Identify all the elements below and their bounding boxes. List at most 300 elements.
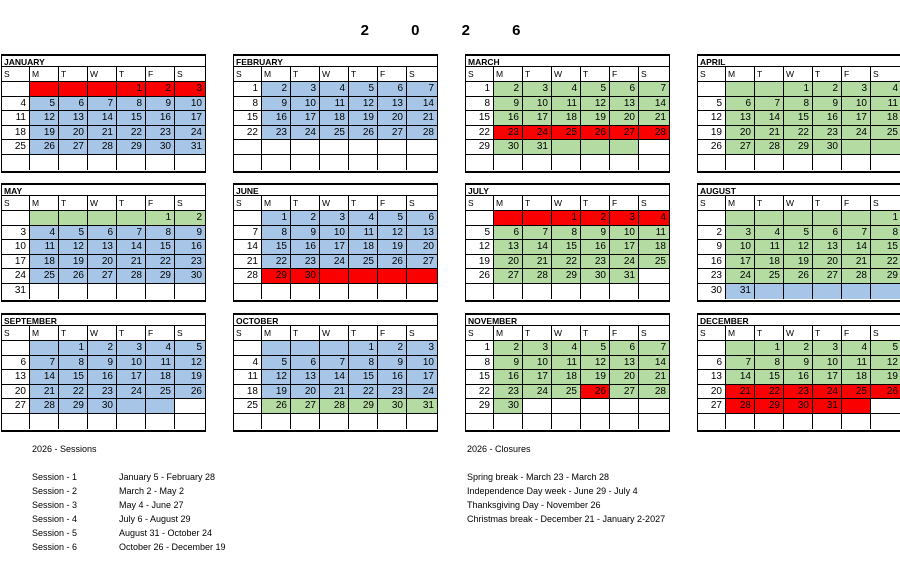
day-cell: 24 xyxy=(117,385,146,400)
day-cell: 29 xyxy=(755,399,784,414)
day-cell: 3 xyxy=(726,226,755,241)
day-cell: 29 xyxy=(871,269,900,284)
day-cell: 26 xyxy=(698,140,726,155)
day-cell xyxy=(378,269,407,284)
day-cell: 12 xyxy=(581,97,610,112)
day-cell xyxy=(291,341,320,356)
day-cell xyxy=(755,82,784,97)
day-cell xyxy=(813,155,842,170)
day-header: S xyxy=(871,326,900,341)
day-cell xyxy=(407,284,437,299)
day-cell xyxy=(2,155,30,170)
day-cell: 19 xyxy=(378,240,407,255)
day-cell: 1 xyxy=(466,341,494,356)
day-cell: 4 xyxy=(842,341,871,356)
day-cell xyxy=(262,155,291,170)
day-cell: 6 xyxy=(88,226,117,241)
day-cell: 7 xyxy=(88,97,117,112)
day-cell xyxy=(30,211,59,226)
day-header: T xyxy=(581,196,610,211)
day-cell: 12 xyxy=(698,111,726,126)
day-cell: 5 xyxy=(871,341,900,356)
day-cell: 9 xyxy=(146,97,175,112)
day-cell: 14 xyxy=(523,240,552,255)
day-cell: 12 xyxy=(30,111,59,126)
day-cell: 15 xyxy=(117,111,146,126)
day-cell: 4 xyxy=(552,341,581,356)
day-header: W xyxy=(320,326,349,341)
day-cell: 21 xyxy=(639,370,669,385)
day-cell: 20 xyxy=(407,240,437,255)
day-cell: 15 xyxy=(552,240,581,255)
day-cell: 26 xyxy=(466,269,494,284)
day-cell xyxy=(146,414,175,429)
day-cell xyxy=(523,284,552,299)
day-cell: 5 xyxy=(698,97,726,112)
day-header: S xyxy=(234,196,262,211)
day-cell xyxy=(88,211,117,226)
day-cell xyxy=(494,211,523,226)
day-cell xyxy=(88,82,117,97)
day-cell: 2 xyxy=(175,211,205,226)
day-cell: 25 xyxy=(146,385,175,400)
day-header: T xyxy=(813,196,842,211)
day-cell: 27 xyxy=(610,385,639,400)
day-cell: 13 xyxy=(610,356,639,371)
month-august xyxy=(697,183,900,300)
day-cell: 24 xyxy=(407,385,437,400)
day-cell xyxy=(698,414,726,429)
day-cell: 29 xyxy=(59,399,88,414)
day-header: T xyxy=(117,67,146,82)
day-cell: 27 xyxy=(59,140,88,155)
day-cell: 12 xyxy=(262,370,291,385)
day-cell: 6 xyxy=(59,97,88,112)
block-bottom-border xyxy=(233,300,438,302)
day-cell: 17 xyxy=(523,370,552,385)
block-bottom-border xyxy=(1,430,206,432)
day-cell xyxy=(59,82,88,97)
day-cell: 26 xyxy=(784,269,813,284)
day-cell xyxy=(784,155,813,170)
day-cell: 17 xyxy=(175,111,205,126)
day-cell: 6 xyxy=(610,82,639,97)
day-cell: 18 xyxy=(30,255,59,270)
day-cell: 25 xyxy=(349,255,378,270)
day-cell xyxy=(320,140,349,155)
day-cell: 12 xyxy=(175,356,205,371)
day-cell: 23 xyxy=(494,126,523,141)
day-cell: 9 xyxy=(813,97,842,112)
day-cell: 10 xyxy=(813,356,842,371)
day-cell: 21 xyxy=(320,385,349,400)
day-cell: 16 xyxy=(494,111,523,126)
month-october xyxy=(233,313,438,430)
day-header: S xyxy=(466,326,494,341)
day-cell: 14 xyxy=(88,111,117,126)
day-cell xyxy=(726,155,755,170)
day-cell: 19 xyxy=(784,255,813,270)
day-cell xyxy=(494,414,523,429)
day-cell: 23 xyxy=(581,255,610,270)
day-cell: 25 xyxy=(552,385,581,400)
day-cell: 28 xyxy=(639,126,669,141)
day-cell xyxy=(262,140,291,155)
day-cell: 25 xyxy=(842,385,871,400)
day-cell: 12 xyxy=(59,240,88,255)
month-name: JANUARY xyxy=(2,54,205,67)
day-cell: 1 xyxy=(784,82,813,97)
day-header: S xyxy=(2,326,30,341)
day-cell: 18 xyxy=(234,385,262,400)
month-name: JUNE xyxy=(234,183,437,196)
day-cell: 15 xyxy=(59,370,88,385)
day-cell: 22 xyxy=(755,385,784,400)
day-cell xyxy=(88,284,117,299)
day-cell: 14 xyxy=(320,370,349,385)
day-cell: 2 xyxy=(146,82,175,97)
day-cell: 18 xyxy=(842,370,871,385)
day-cell: 4 xyxy=(871,82,900,97)
day-cell xyxy=(291,140,320,155)
day-cell: 10 xyxy=(175,97,205,112)
day-cell: 18 xyxy=(639,240,669,255)
day-cell: 11 xyxy=(552,356,581,371)
day-header: W xyxy=(552,326,581,341)
day-cell: 25 xyxy=(234,399,262,414)
day-cell: 31 xyxy=(610,269,639,284)
day-cell: 26 xyxy=(30,140,59,155)
day-cell: 29 xyxy=(466,140,494,155)
day-cell: 17 xyxy=(117,370,146,385)
day-cell xyxy=(407,269,437,284)
day-cell: 4 xyxy=(349,211,378,226)
day-cell xyxy=(871,155,900,170)
day-cell xyxy=(698,155,726,170)
day-header: T xyxy=(813,67,842,82)
day-cell: 3 xyxy=(407,341,437,356)
day-cell xyxy=(871,399,900,414)
day-cell xyxy=(291,414,320,429)
day-header: F xyxy=(378,326,407,341)
day-cell xyxy=(2,341,30,356)
day-header: S xyxy=(2,196,30,211)
day-cell xyxy=(698,82,726,97)
day-cell: 4 xyxy=(234,356,262,371)
day-cell: 16 xyxy=(262,111,291,126)
day-cell: 11 xyxy=(871,97,900,112)
session-dates: August 31 - October 24 xyxy=(119,528,213,538)
day-cell: 15 xyxy=(784,111,813,126)
day-cell: 30 xyxy=(784,399,813,414)
day-cell: 20 xyxy=(494,255,523,270)
day-cell: 28 xyxy=(639,385,669,400)
day-cell: 3 xyxy=(813,341,842,356)
day-cell: 6 xyxy=(407,211,437,226)
day-cell xyxy=(726,211,755,226)
session-dates: July 6 - August 29 xyxy=(119,514,191,524)
day-cell: 18 xyxy=(552,111,581,126)
day-cell: 30 xyxy=(291,269,320,284)
day-cell xyxy=(175,155,205,170)
day-header: W xyxy=(784,326,813,341)
day-cell: 29 xyxy=(784,140,813,155)
day-cell: 9 xyxy=(784,356,813,371)
day-cell: 26 xyxy=(581,126,610,141)
month-november xyxy=(465,313,670,430)
day-cell: 30 xyxy=(378,399,407,414)
day-cell: 27 xyxy=(378,126,407,141)
day-cell: 21 xyxy=(755,126,784,141)
day-cell: 8 xyxy=(871,226,900,241)
day-header: F xyxy=(146,196,175,211)
day-header: F xyxy=(610,67,639,82)
day-cell xyxy=(30,155,59,170)
day-cell: 24 xyxy=(726,269,755,284)
day-cell: 17 xyxy=(726,255,755,270)
day-cell: 13 xyxy=(726,111,755,126)
day-cell: 14 xyxy=(117,240,146,255)
day-cell xyxy=(349,414,378,429)
day-cell xyxy=(842,399,871,414)
day-cell: 5 xyxy=(581,82,610,97)
day-header: T xyxy=(117,196,146,211)
day-cell: 27 xyxy=(726,140,755,155)
day-cell: 26 xyxy=(581,385,610,400)
day-cell: 17 xyxy=(523,111,552,126)
month-march xyxy=(465,54,670,171)
day-cell: 1 xyxy=(234,82,262,97)
day-header: W xyxy=(320,67,349,82)
day-header: M xyxy=(262,196,291,211)
day-cell: 20 xyxy=(291,385,320,400)
day-cell: 3 xyxy=(523,82,552,97)
day-cell: 10 xyxy=(407,356,437,371)
day-cell: 30 xyxy=(146,140,175,155)
day-cell: 18 xyxy=(2,126,30,141)
closure-item: Thanksgiving Day - November 26 xyxy=(467,500,601,510)
day-cell: 16 xyxy=(378,370,407,385)
day-cell: 28 xyxy=(88,140,117,155)
day-cell xyxy=(320,284,349,299)
day-cell: 23 xyxy=(378,385,407,400)
block-bottom-border xyxy=(233,171,438,173)
day-cell xyxy=(320,414,349,429)
day-cell xyxy=(234,284,262,299)
day-cell: 13 xyxy=(494,240,523,255)
day-cell xyxy=(291,284,320,299)
day-header: F xyxy=(842,196,871,211)
day-cell: 8 xyxy=(234,97,262,112)
day-cell: 6 xyxy=(726,97,755,112)
day-cell xyxy=(349,284,378,299)
day-cell: 7 xyxy=(755,97,784,112)
sessions-heading: 2026 - Sessions xyxy=(32,444,97,454)
day-header: T xyxy=(349,67,378,82)
day-cell xyxy=(581,155,610,170)
day-cell: 28 xyxy=(755,140,784,155)
day-cell: 23 xyxy=(88,385,117,400)
day-cell: 1 xyxy=(349,341,378,356)
day-cell xyxy=(871,140,900,155)
day-cell xyxy=(2,414,30,429)
day-cell: 9 xyxy=(581,226,610,241)
day-cell: 11 xyxy=(349,226,378,241)
day-cell: 30 xyxy=(494,399,523,414)
day-cell: 3 xyxy=(175,82,205,97)
day-cell: 2 xyxy=(581,211,610,226)
day-cell: 7 xyxy=(726,356,755,371)
day-cell: 15 xyxy=(146,240,175,255)
day-cell xyxy=(175,414,205,429)
day-cell xyxy=(175,399,205,414)
month-may xyxy=(1,183,206,300)
day-cell: 6 xyxy=(698,356,726,371)
day-header: F xyxy=(610,196,639,211)
day-cell xyxy=(813,414,842,429)
day-cell xyxy=(552,140,581,155)
day-cell: 20 xyxy=(378,111,407,126)
day-cell xyxy=(871,414,900,429)
day-header: T xyxy=(291,196,320,211)
day-cell: 9 xyxy=(291,226,320,241)
day-cell: 12 xyxy=(581,356,610,371)
month-january xyxy=(1,54,206,171)
day-cell: 14 xyxy=(407,97,437,112)
day-cell xyxy=(523,414,552,429)
day-cell: 10 xyxy=(610,226,639,241)
day-cell: 24 xyxy=(320,255,349,270)
day-header: S xyxy=(175,196,205,211)
day-cell: 31 xyxy=(726,284,755,299)
day-cell xyxy=(581,399,610,414)
day-cell: 7 xyxy=(320,356,349,371)
day-cell: 5 xyxy=(581,341,610,356)
day-cell xyxy=(523,399,552,414)
day-cell: 2 xyxy=(813,82,842,97)
day-cell xyxy=(466,155,494,170)
day-cell xyxy=(523,211,552,226)
month-name: NOVEMBER xyxy=(466,313,669,326)
calendar-grid xyxy=(1,54,899,428)
session-dates: May 4 - June 27 xyxy=(119,500,184,510)
day-cell: 24 xyxy=(842,126,871,141)
month-june xyxy=(233,183,438,300)
day-cell xyxy=(842,414,871,429)
block-bottom-border xyxy=(465,171,670,173)
day-cell xyxy=(581,414,610,429)
day-header: T xyxy=(755,67,784,82)
day-cell: 3 xyxy=(842,82,871,97)
day-cell: 23 xyxy=(813,126,842,141)
day-header: W xyxy=(88,326,117,341)
day-cell: 13 xyxy=(407,226,437,241)
day-cell: 22 xyxy=(234,126,262,141)
day-cell xyxy=(842,211,871,226)
day-cell: 10 xyxy=(291,97,320,112)
closure-item: Spring break - March 23 - March 28 xyxy=(467,472,610,482)
day-cell: 23 xyxy=(146,126,175,141)
day-cell: 24 xyxy=(175,126,205,141)
day-cell: 22 xyxy=(466,126,494,141)
day-cell: 21 xyxy=(30,385,59,400)
day-header: F xyxy=(610,326,639,341)
day-cell: 11 xyxy=(30,240,59,255)
day-cell: 29 xyxy=(552,269,581,284)
day-cell xyxy=(320,269,349,284)
closure-item: Christmas break - December 21 - January 2-2027 xyxy=(467,514,666,524)
day-cell: 14 xyxy=(726,370,755,385)
day-header: T xyxy=(523,326,552,341)
day-header: W xyxy=(320,196,349,211)
day-cell: 4 xyxy=(320,82,349,97)
day-cell xyxy=(784,211,813,226)
day-cell xyxy=(262,341,291,356)
day-cell: 17 xyxy=(320,240,349,255)
day-header: M xyxy=(726,67,755,82)
day-cell: 10 xyxy=(320,226,349,241)
month-name: FEBRUARY xyxy=(234,54,437,67)
day-header: T xyxy=(813,326,842,341)
day-cell xyxy=(639,140,669,155)
day-cell: 25 xyxy=(552,126,581,141)
block-bottom-border xyxy=(1,171,206,173)
day-cell: 5 xyxy=(59,226,88,241)
day-cell: 21 xyxy=(639,111,669,126)
day-cell xyxy=(842,155,871,170)
day-cell: 17 xyxy=(407,370,437,385)
day-header: T xyxy=(581,326,610,341)
day-header: S xyxy=(639,196,669,211)
day-header: S xyxy=(175,326,205,341)
day-cell: 17 xyxy=(2,255,30,270)
month-name: DECEMBER xyxy=(698,313,900,326)
day-cell xyxy=(234,211,262,226)
day-cell: 31 xyxy=(813,399,842,414)
block-bottom-border xyxy=(697,430,900,432)
block-bottom-border xyxy=(1,300,206,302)
day-cell: 29 xyxy=(262,269,291,284)
day-cell: 16 xyxy=(494,370,523,385)
day-cell xyxy=(59,284,88,299)
block-bottom-border xyxy=(465,430,670,432)
day-cell: 5 xyxy=(262,356,291,371)
day-cell: 23 xyxy=(291,255,320,270)
day-cell xyxy=(639,399,669,414)
day-cell: 1 xyxy=(146,211,175,226)
day-cell: 13 xyxy=(2,370,30,385)
day-cell xyxy=(698,211,726,226)
day-cell xyxy=(610,155,639,170)
day-cell: 10 xyxy=(2,240,30,255)
day-cell: 14 xyxy=(639,97,669,112)
day-cell: 13 xyxy=(378,97,407,112)
day-header: T xyxy=(291,326,320,341)
day-cell: 9 xyxy=(494,356,523,371)
day-cell: 1 xyxy=(552,211,581,226)
day-cell xyxy=(494,155,523,170)
day-cell: 17 xyxy=(842,111,871,126)
session-label: Session - 4 xyxy=(32,514,78,524)
day-cell: 27 xyxy=(88,269,117,284)
day-cell xyxy=(262,284,291,299)
day-cell: 27 xyxy=(291,399,320,414)
day-cell: 24 xyxy=(291,126,320,141)
day-cell: 4 xyxy=(146,341,175,356)
day-cell: 30 xyxy=(494,140,523,155)
day-cell xyxy=(2,82,30,97)
day-header: S xyxy=(698,196,726,211)
